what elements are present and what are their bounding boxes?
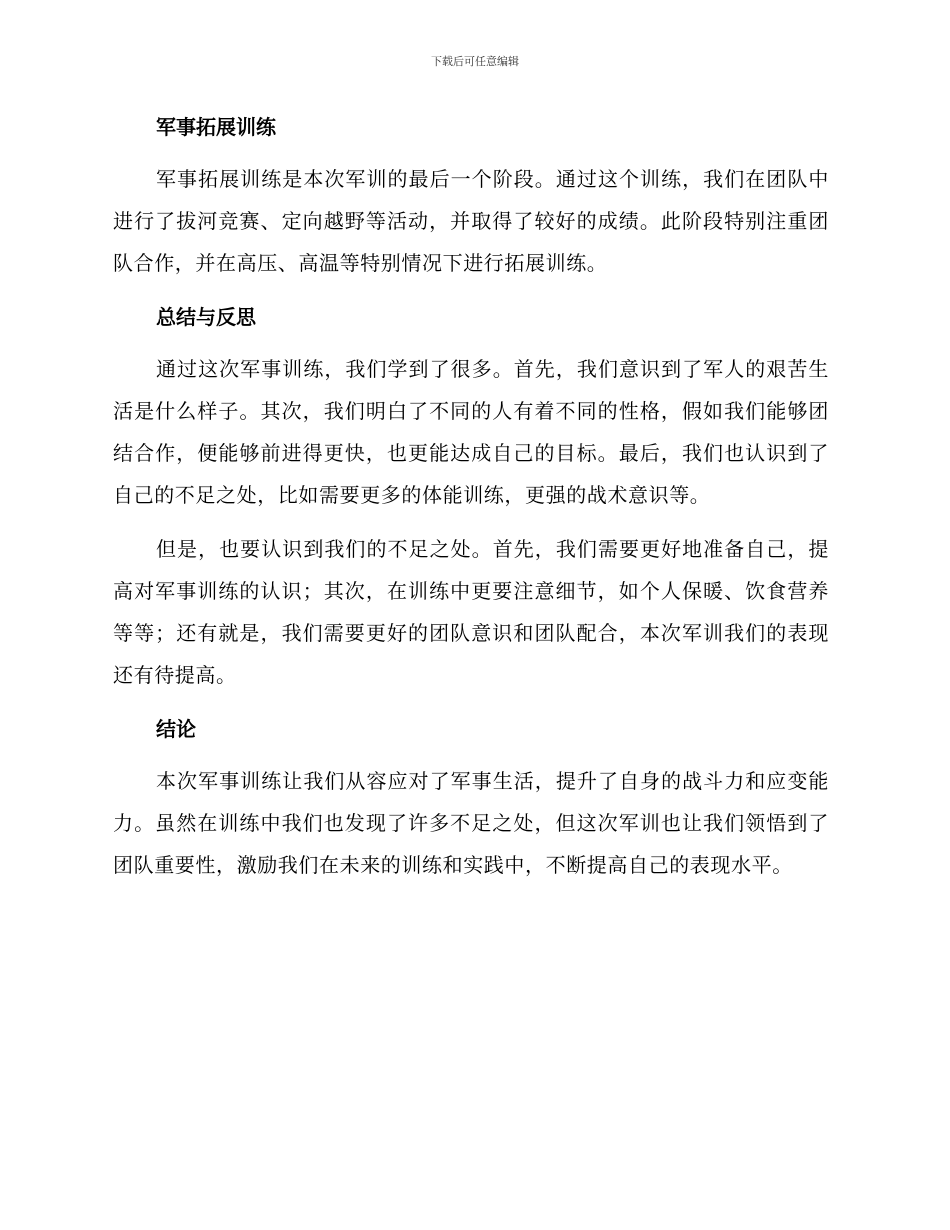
document-body xyxy=(113,106,829,886)
section-heading-summary-reflection: 总结与反思 xyxy=(156,305,256,329)
paragraph-summary-shortcomings: 但是，也要认识到我们的不足之处。首先，我们需要更好地准备自己，提高对军事训练的认识；其次，在训练中更要注意细节，如个人保暖、饮食营养等等；还有就是，我们需要更好的团队意识和团队配合，本次军训我们的表现还有待提高。 xyxy=(113,537,829,687)
paragraph-conclusion: 本次军事训练让我们从容应对了军事生活，提升了自身的战斗力和应变能力。虽然在训练中我们也发现了许多不足之处，但这次军训也让我们领悟到了团队重要性，激励我们在未来的训练和实践中，不断提高自己的表现水平。 xyxy=(113,769,829,877)
page-header: 下载后可任意编辑 xyxy=(431,55,519,68)
section-heading-conclusion: 结论 xyxy=(156,717,196,741)
paragraph-summary-learned: 通过这次军事训练，我们学到了很多。首先，我们意识到了军人的艰苦生活是什么样子。其次，我们明白了不同的人有着不同的性格，假如我们能够团结合作，便能够前进得更快，也更能达成自己的目标。最后，我们也认识到了自己的不足之处，比如需要更多的体能训练，更强的战术意识等。 xyxy=(113,357,829,507)
paragraph-expansion-training: 军事拓展训练是本次军训的最后一个阶段。通过这个训练，我们在团队中进行了拔河竞赛、定向越野等活动，并取得了较好的成绩。此阶段特别注重团队合作，并在高压、高温等特别情况下进行拓展训练。 xyxy=(113,167,829,275)
section-heading-expansion-training: 军事拓展训练 xyxy=(156,115,276,139)
